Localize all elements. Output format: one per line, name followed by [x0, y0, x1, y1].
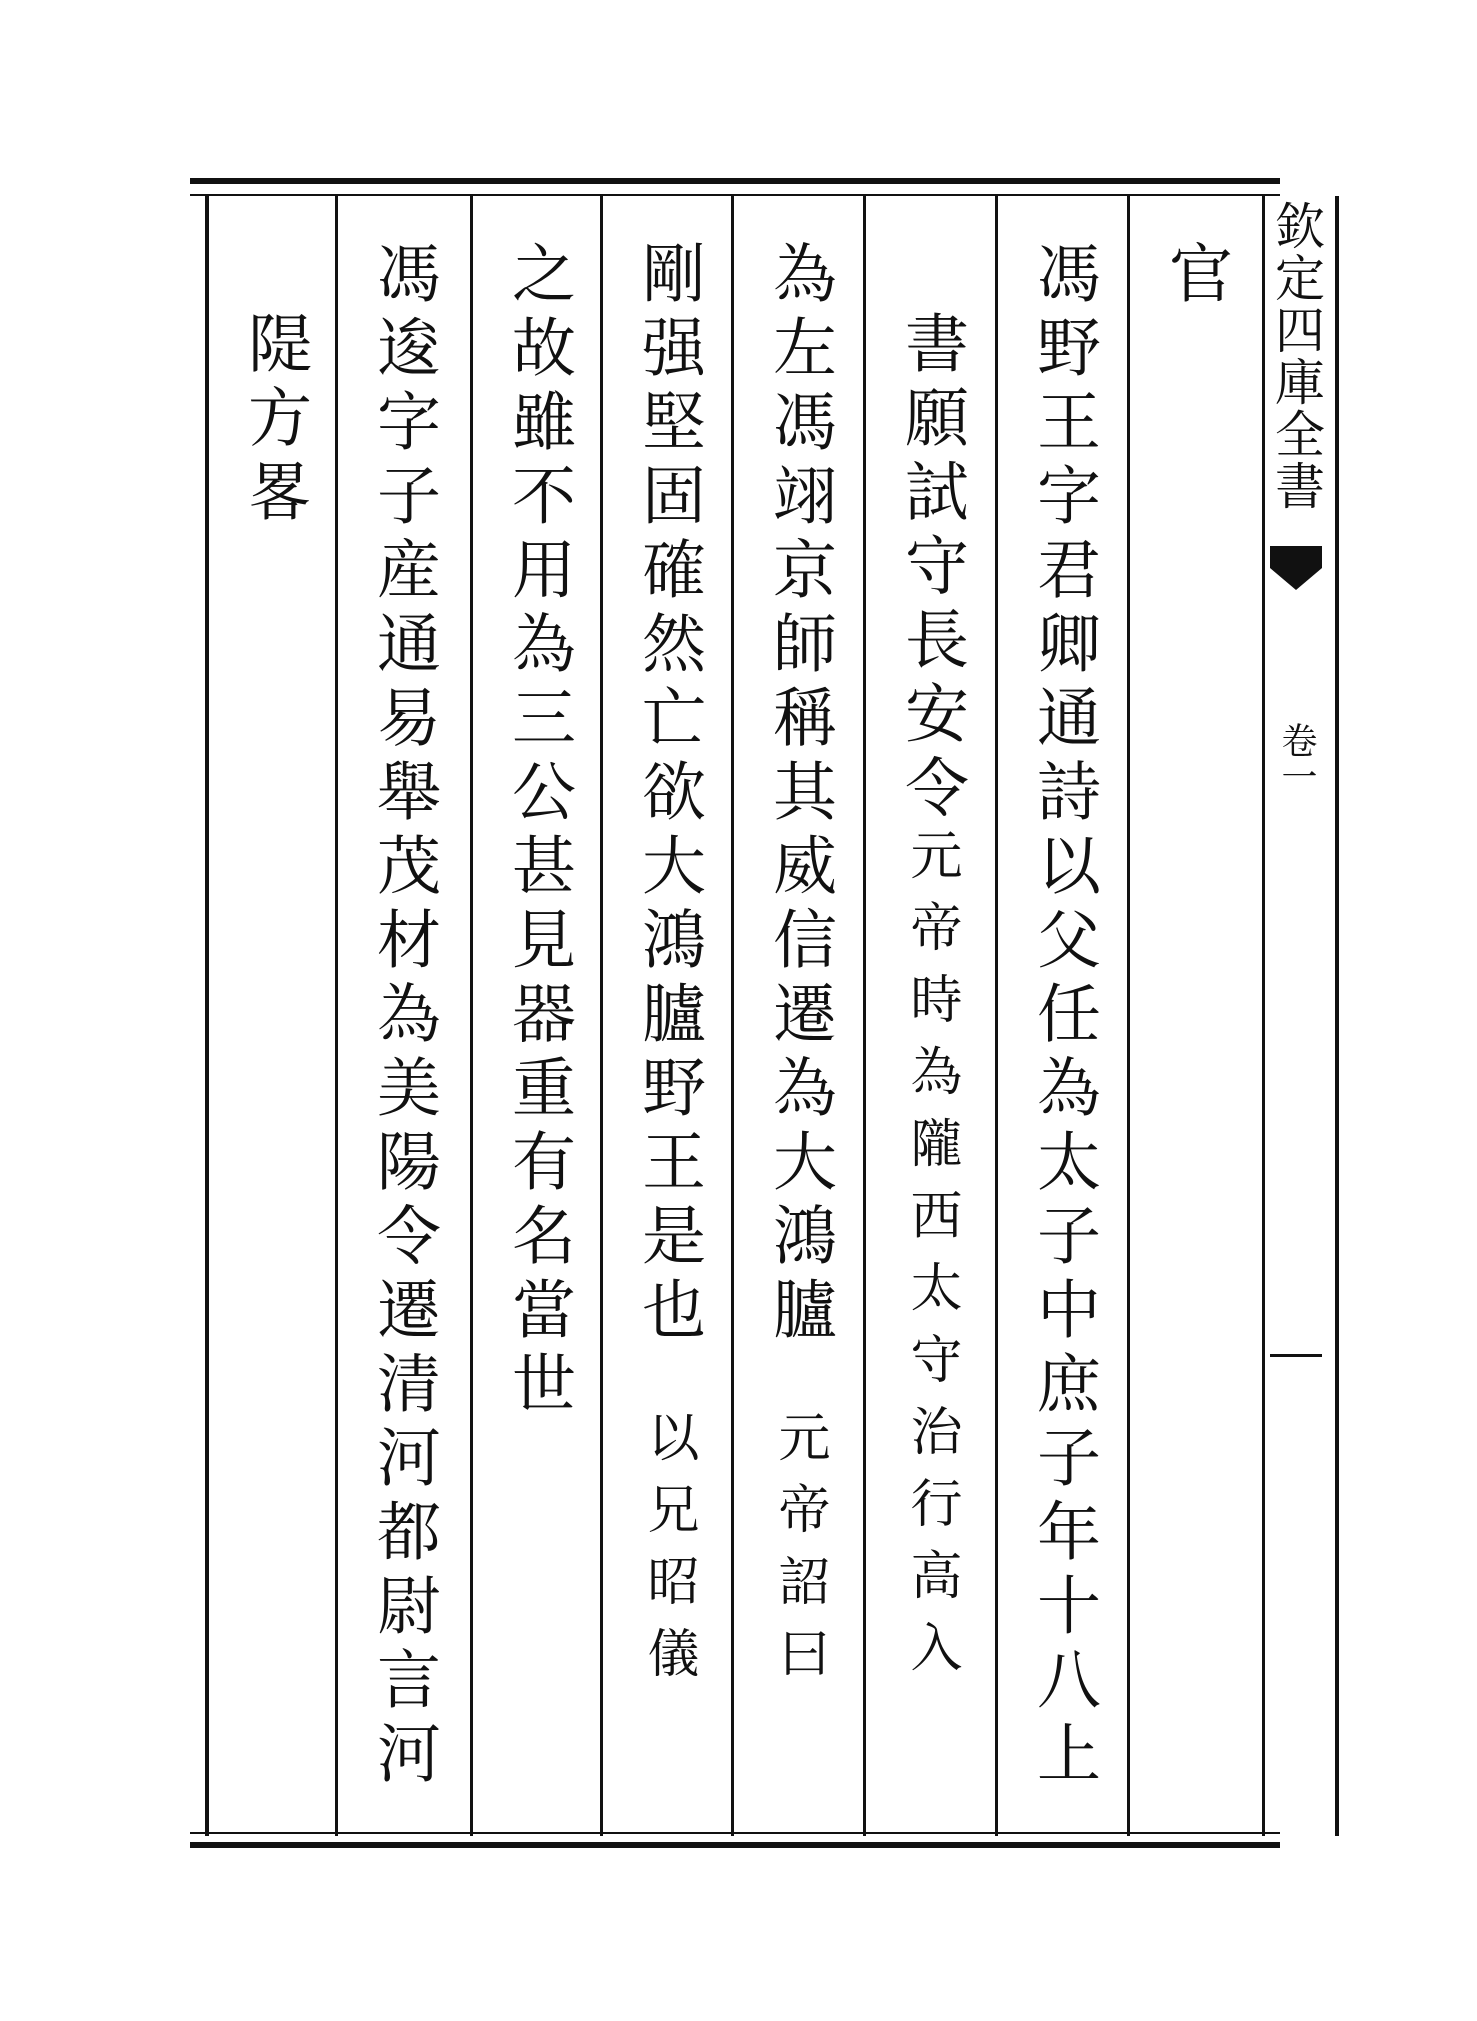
text-column — [603, 240, 733, 1820]
column-text: 隄方畧 — [237, 310, 311, 532]
top-border-inner — [190, 194, 1280, 196]
margin-book-title: 欽定四庫全書 — [1267, 200, 1325, 512]
fish-tail-icon — [1266, 546, 1326, 602]
column-annotation: 元帝詔曰 — [769, 1410, 829, 1698]
column-text: 馮逡字子産通易舉茂材為美陽令遷清河都尉言河 — [366, 240, 440, 1794]
top-border-outer — [190, 178, 1280, 184]
column-annotation: 元帝時為隴西太守治行高入 — [901, 828, 961, 1692]
column-text: 之故雖不用為三公甚見器重有名當世 — [501, 240, 575, 1424]
margin-strip — [1266, 200, 1326, 1800]
text-column — [998, 240, 1128, 1820]
text-column — [1130, 240, 1260, 1820]
text-column — [209, 240, 339, 1820]
column-annotation: 以兄昭儀 — [638, 1410, 698, 1698]
bottom-border-outer — [190, 1842, 1280, 1848]
right-border — [1262, 196, 1265, 1836]
text-column — [473, 240, 603, 1820]
text-column — [338, 240, 468, 1820]
column-text: 馮野王字君卿通詩以父任為太子中庶子年十八上 — [1026, 240, 1100, 1794]
column-text: 書願試守長安令 — [894, 310, 968, 828]
column-text: 剛强堅固確然亡欲大鴻臚野王是也 — [631, 240, 705, 1350]
margin-volume-label: 卷一 — [1276, 722, 1317, 794]
bottom-border-inner — [190, 1832, 1280, 1834]
margin-tick-mark — [1270, 1354, 1322, 1357]
centre-fold-border — [1335, 196, 1339, 1836]
text-column — [734, 240, 864, 1820]
column-text: 為左馮翊京師稱其威信遷為大鴻臚 — [762, 240, 836, 1350]
column-text: 官 — [1158, 240, 1232, 314]
text-column — [866, 240, 996, 1820]
